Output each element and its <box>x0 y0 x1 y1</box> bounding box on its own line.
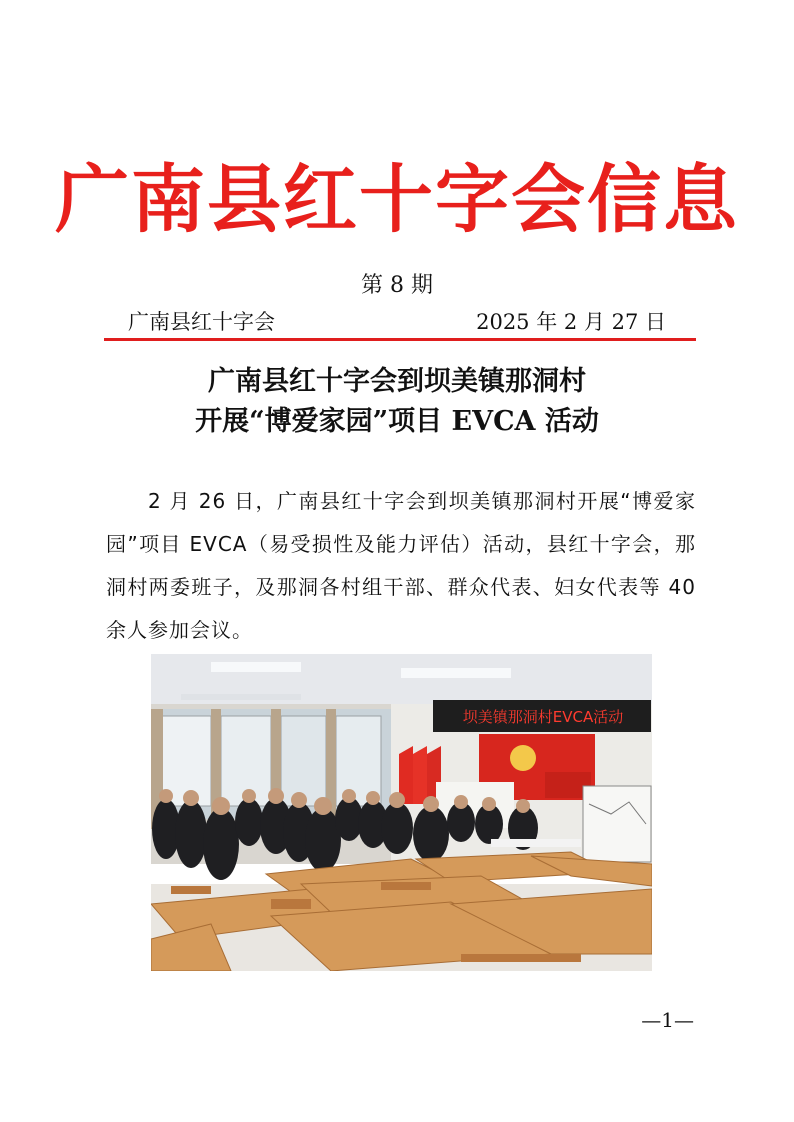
masthead-title: 广南县红十字会信息 <box>55 157 739 243</box>
issuing-organization: 广南县红十字会 <box>128 310 275 334</box>
page-number: —1— <box>641 1008 694 1032</box>
meeting-photo <box>151 654 652 971</box>
issue-date: 2025 年 2 月 27 日 <box>476 310 666 334</box>
article-paragraph-text: 2 月 26 日，广南县红十字会到坝美镇那洞村开展“博爱家园”项目 EVCA（易受损性及能力评估）活动，县红十字会，那洞村两委班子，及那洞各村组干部、群众代表、妇女代表等 40 余人参加会议。 <box>106 489 696 642</box>
article-paragraph <box>106 480 696 652</box>
header-divider <box>104 338 696 341</box>
article-title-line-1: 广南县红十字会到坝美镇那洞村 <box>208 366 586 397</box>
photo-led-banner: 坝美镇那洞村EVCA活动 <box>462 708 624 726</box>
issue-number: 第 8 期 <box>361 273 433 298</box>
article-title-line-2: 开展“博爱家园”项目 EVCA 活动 <box>195 406 599 437</box>
article-title <box>0 362 794 442</box>
